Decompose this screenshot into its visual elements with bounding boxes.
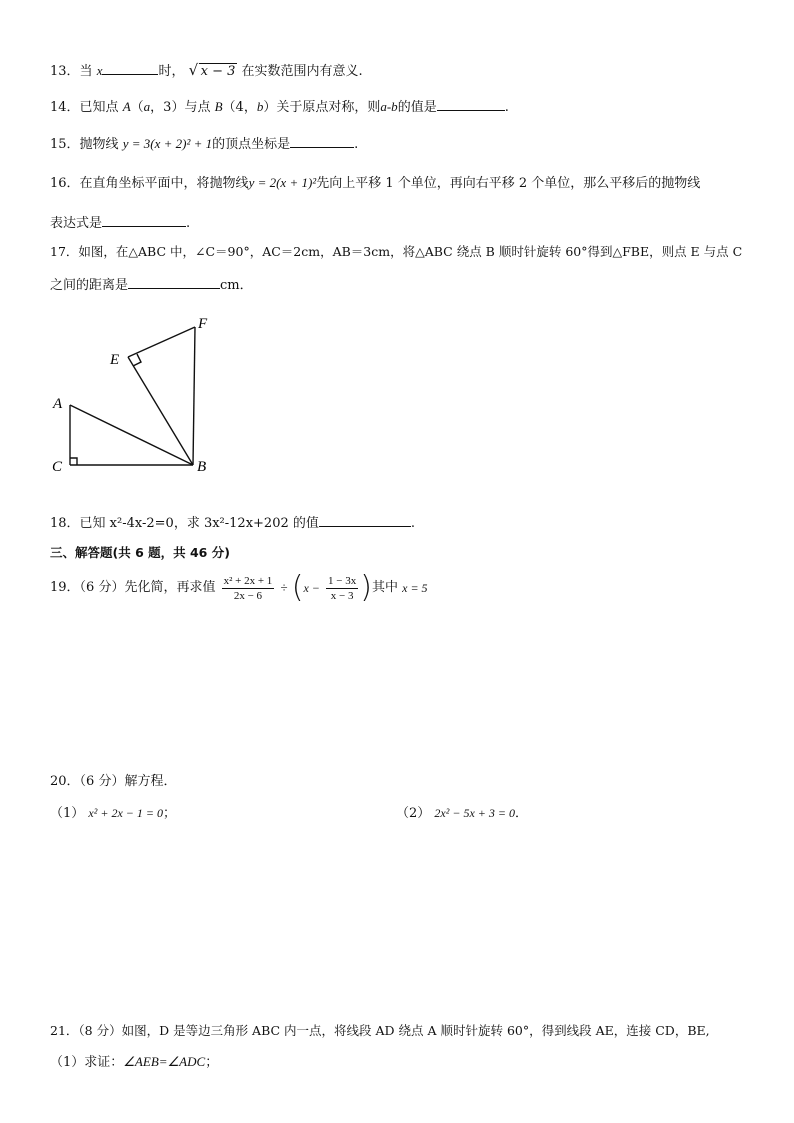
label-a: A (53, 396, 63, 412)
formula: y = 2(x + 1)² (248, 175, 317, 190)
fraction-1: $\frac{\text{x² + 2x + 1}}{2x - 6}$ (223, 574, 273, 602)
answer-blank (102, 60, 158, 75)
label-c: C (52, 459, 63, 475)
question-number: 13． (50, 64, 80, 79)
answer-blank (437, 96, 505, 111)
fraction-2: $\frac{1 - 3x}{x - 3}$ (328, 574, 357, 602)
label-f: F (198, 316, 208, 332)
question-20-part1: （1） x² + 2x − 1 = 0； (50, 806, 176, 821)
answer-blank (319, 512, 411, 527)
label-b: B (197, 459, 207, 475)
question-21: 21．（8 分）如图，D 是等边三角形 ABC 内一点，将线段 AD 绕点 A 顺时针旋转 60°，得到线段 AE，连接 CD，BE, (50, 1023, 710, 1038)
question-21-part1: （1）求证：∠AEB=∠ADC； (50, 1054, 219, 1070)
question-20: 20．（6 分）解方程． (50, 774, 177, 789)
question-18: 18．已知 x²-4x-2=0，求 3x²-12x+202 的值 . (50, 512, 415, 533)
answer-blank (290, 133, 354, 148)
segment-fb (193, 327, 195, 465)
question-14: 14．已知点 A（a，3）与点 B（4，b）关于原点对称，则a-b的值是 . (50, 96, 509, 117)
right-angle-mark-c (70, 458, 77, 465)
question-16-line2: 表达式是 . (50, 212, 190, 233)
triangle-figure (40, 305, 240, 485)
section-title: 三、解答题(共 6 题，共 46 分) (50, 545, 230, 560)
question-15: 15．抛物线 y = 3(x + 2)² + 1的顶点坐标是 . (50, 133, 358, 154)
label-e: E (110, 352, 120, 368)
question-16: 16．在直角坐标平面中，将抛物线y = 2(x + 1)²先向上平移 1 个单位，再向右平移 2 个单位，那么平移后的抛物线 (50, 175, 701, 191)
question-13: 13．当 x 时， √ x − 3 在实数范围内有意义. (50, 61, 363, 79)
answer-blank (128, 274, 220, 289)
sqrt-expression: √ x − 3 (188, 61, 236, 79)
segment-ef (128, 327, 195, 357)
question-17: 17．如图，在△ABC 中，∠C＝90°，AC＝2cm，AB＝3cm，将△ABC 绕点 B 顺时针旋转 60°得到△FBE，则点 E 与点 C (50, 244, 743, 259)
formula: y = 3(x + 2)² + 1 (122, 136, 213, 151)
right-angle-mark-e (133, 354, 141, 366)
question-19: 19．（6 分）先化简，再求值 $\frac{\text{x² + 2x + 1}}{2x - 6}$ ÷ (x − $\frac{1 - 3x}{x - 3}$ )其中 x = 5 (50, 570, 428, 605)
question-20-part2: （2） 2x² − 5x + 3 = 0． (396, 806, 528, 821)
answer-blank (102, 212, 186, 227)
question-17-line2: 之间的距离是 cm． (50, 274, 253, 295)
